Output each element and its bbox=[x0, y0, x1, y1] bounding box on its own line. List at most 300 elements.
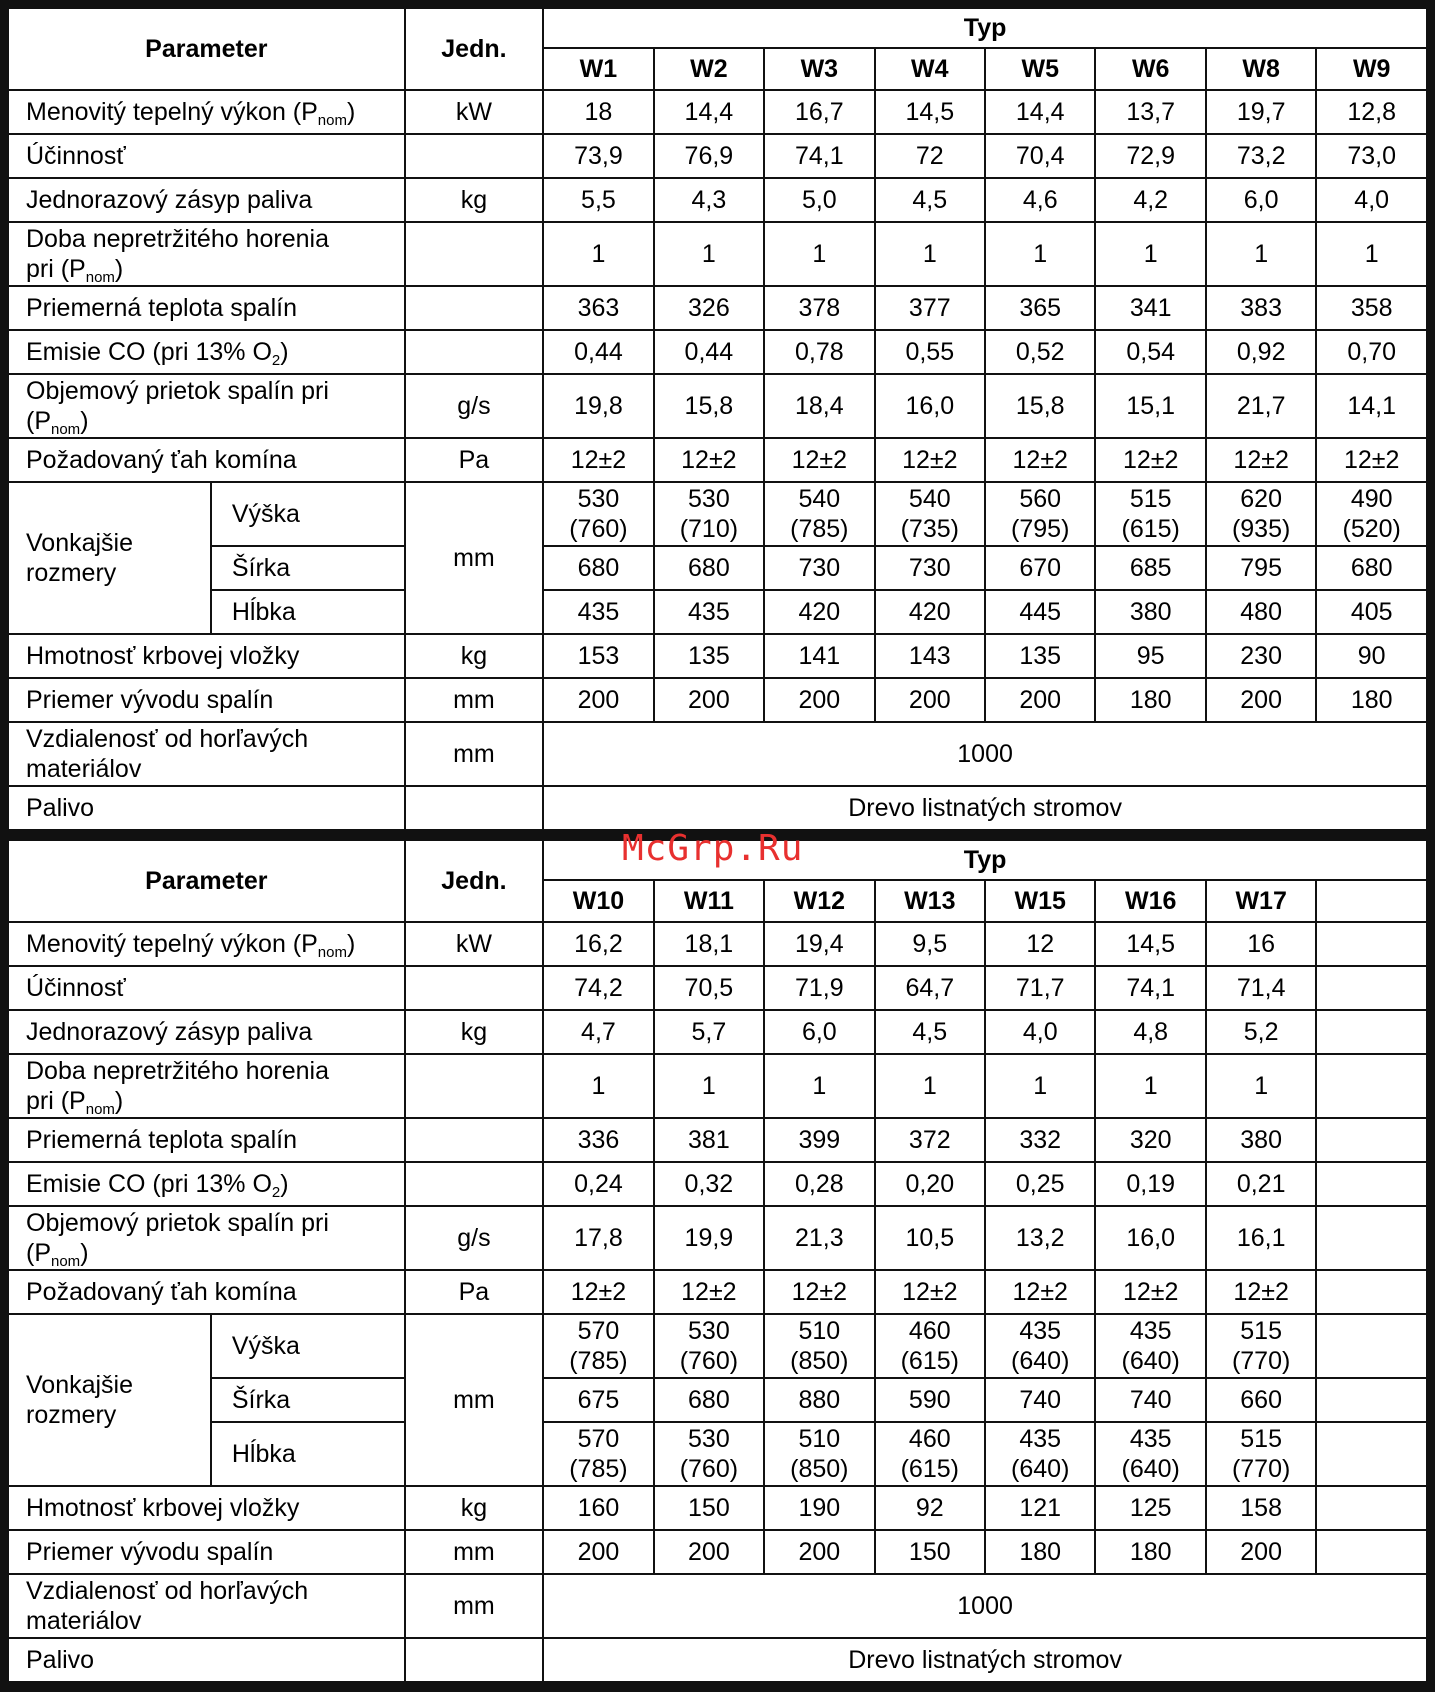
subscript: nom bbox=[317, 112, 347, 129]
value-cell: 12±2 bbox=[875, 438, 985, 482]
type-header-cell: W5 bbox=[985, 48, 1095, 90]
value-cell: 71,9 bbox=[764, 966, 874, 1010]
value-cell bbox=[1316, 1530, 1427, 1574]
value-cell: 18,4 bbox=[764, 374, 874, 438]
value-cell bbox=[1316, 1118, 1427, 1162]
value-cell: 200 bbox=[1206, 678, 1316, 722]
value-cell: 200 bbox=[543, 1530, 653, 1574]
subscript: nom bbox=[85, 269, 115, 286]
value-cell: 76,9 bbox=[654, 134, 764, 178]
value-cell: 380 bbox=[1206, 1118, 1316, 1162]
value-cell bbox=[1316, 1314, 1427, 1378]
value-cell: 1 bbox=[1206, 1054, 1316, 1118]
value-cell: 125 bbox=[1095, 1486, 1205, 1530]
value-cell bbox=[1316, 922, 1427, 966]
value-cell: 13,2 bbox=[985, 1206, 1095, 1270]
value-cell: 12±2 bbox=[985, 1270, 1095, 1314]
value-cell: 445 bbox=[985, 590, 1095, 634]
value-cell: 12±2 bbox=[875, 1270, 985, 1314]
value-cell: 570 (785) bbox=[543, 1314, 653, 1378]
value-cell: 200 bbox=[543, 678, 653, 722]
value-cell: 14,4 bbox=[654, 90, 764, 134]
text: Menovitý tepelný výkon (P bbox=[26, 98, 318, 126]
value-cell: 15,8 bbox=[985, 374, 1095, 438]
row-teplota bbox=[8, 286, 1427, 330]
value-cell bbox=[1316, 1486, 1427, 1530]
row-ucinnost bbox=[8, 134, 1427, 178]
value-cell: 73,9 bbox=[543, 134, 653, 178]
row-label bbox=[8, 1206, 405, 1270]
row-unit bbox=[405, 90, 544, 134]
value-cell: 0,44 bbox=[543, 330, 653, 374]
value-cell: 530 (760) bbox=[543, 482, 653, 546]
text: Jedn. bbox=[441, 35, 507, 63]
row-unit bbox=[405, 1530, 544, 1574]
row-unit bbox=[405, 922, 544, 966]
value-cell: 1 bbox=[1095, 1054, 1205, 1118]
value-cell bbox=[1316, 1010, 1427, 1054]
text: Typ bbox=[963, 846, 1007, 874]
row-label bbox=[8, 786, 405, 830]
value-cell: 19,8 bbox=[543, 374, 653, 438]
row-label bbox=[8, 374, 405, 438]
type-header-cell: W3 bbox=[764, 48, 874, 90]
text: Palivo bbox=[26, 794, 95, 822]
value-cell: 358 bbox=[1316, 286, 1427, 330]
row-palivo bbox=[8, 786, 1427, 830]
value-cell: 1 bbox=[985, 222, 1095, 286]
value-cell: 1 bbox=[764, 222, 874, 286]
type-header-cell: W11 bbox=[654, 880, 764, 922]
row-unit bbox=[405, 482, 544, 634]
value-cell: 4,2 bbox=[1095, 178, 1205, 222]
row-unit bbox=[405, 286, 544, 330]
value-cell: 515 (770) bbox=[1206, 1314, 1316, 1378]
value-cell: 12±2 bbox=[1316, 438, 1427, 482]
type-header-cell: W17 bbox=[1206, 880, 1316, 922]
value-cell: 16,0 bbox=[1095, 1206, 1205, 1270]
value-cell: 730 bbox=[764, 546, 874, 590]
row-unit bbox=[405, 722, 544, 786]
type-header-cell: W13 bbox=[875, 880, 985, 922]
row-zasyp bbox=[8, 178, 1427, 222]
row-unit bbox=[405, 134, 544, 178]
value-cell: 380 bbox=[1095, 590, 1205, 634]
text: Požadovaný ťah komína bbox=[26, 446, 297, 474]
text: Hmotnosť krbovej vložky bbox=[26, 642, 300, 670]
text: Šírka bbox=[231, 1386, 291, 1414]
text: ) bbox=[114, 1087, 124, 1115]
value-cell: 10,5 bbox=[875, 1206, 985, 1270]
row-hmotnost bbox=[8, 1486, 1427, 1530]
value-cell bbox=[1316, 1162, 1427, 1206]
text: Priemer vývodu spalín bbox=[26, 1538, 274, 1566]
text: mm bbox=[453, 740, 495, 768]
text: ) bbox=[114, 255, 124, 283]
text: Priemer vývodu spalín bbox=[26, 686, 274, 714]
text: Jednorazový zásyp paliva bbox=[26, 1018, 313, 1046]
value-cell: 64,7 bbox=[875, 966, 985, 1010]
value-cell: 381 bbox=[654, 1118, 764, 1162]
value-cell: 180 bbox=[1095, 678, 1205, 722]
value-cell: 200 bbox=[1206, 1530, 1316, 1574]
row-unit bbox=[405, 438, 544, 482]
value-cell: 670 bbox=[985, 546, 1095, 590]
type-header-cell: W16 bbox=[1095, 880, 1205, 922]
text: ) bbox=[80, 407, 89, 435]
header-unit bbox=[405, 8, 544, 90]
value-cell: 12±2 bbox=[654, 1270, 764, 1314]
value-cell: 399 bbox=[764, 1118, 874, 1162]
value-cell bbox=[1316, 1378, 1427, 1422]
value-cell: 515 (770) bbox=[1206, 1422, 1316, 1486]
row-label bbox=[8, 178, 405, 222]
text: Typ bbox=[963, 14, 1007, 42]
value-cell: 180 bbox=[985, 1530, 1095, 1574]
value-cell: 0,54 bbox=[1095, 330, 1205, 374]
value-cell: 15,1 bbox=[1095, 374, 1205, 438]
text: Parameter bbox=[145, 867, 268, 895]
value-cell: 16 bbox=[1206, 922, 1316, 966]
row-unit bbox=[405, 1054, 544, 1118]
header-parameter bbox=[8, 840, 405, 922]
type-header-cell: W6 bbox=[1095, 48, 1205, 90]
row-priemer bbox=[8, 678, 1427, 722]
subscript: nom bbox=[317, 944, 347, 961]
text: Menovitý tepelný výkon (P bbox=[26, 930, 318, 958]
value-cell: 0,32 bbox=[654, 1162, 764, 1206]
text: pri (P bbox=[26, 1087, 86, 1115]
value-cell: 19,7 bbox=[1206, 90, 1316, 134]
text: Objemový prietok spalín pri bbox=[26, 377, 329, 405]
value-cell: 0,78 bbox=[764, 330, 874, 374]
row-unit bbox=[405, 330, 544, 374]
row-label bbox=[8, 1162, 405, 1206]
value-cell: 1 bbox=[1316, 222, 1427, 286]
row-emisie bbox=[8, 1162, 1427, 1206]
row-unit bbox=[405, 1162, 544, 1206]
watermark: McGrp.Ru bbox=[622, 828, 804, 869]
value-cell: 490 (520) bbox=[1316, 482, 1427, 546]
row-label bbox=[8, 1314, 211, 1486]
value-cell: 320 bbox=[1095, 1118, 1205, 1162]
row-sirka bbox=[8, 1378, 1427, 1422]
text: Vonkajšie bbox=[26, 1371, 134, 1399]
text: Vzdialenosť od horľavých bbox=[26, 1577, 309, 1605]
row-vyska bbox=[8, 1314, 1427, 1378]
header-parameter bbox=[8, 8, 405, 90]
value-cell: 71,7 bbox=[985, 966, 1095, 1010]
value-cell: 1 bbox=[985, 1054, 1095, 1118]
value-cell: 72,9 bbox=[1095, 134, 1205, 178]
row-unit bbox=[405, 178, 544, 222]
value-cell: 200 bbox=[764, 1530, 874, 1574]
value-cell: 1 bbox=[1095, 222, 1205, 286]
value-cell: 12±2 bbox=[1206, 438, 1316, 482]
text: Požadovaný ťah komína bbox=[26, 1278, 297, 1306]
text: g/s bbox=[457, 1224, 491, 1252]
text: rozmery bbox=[26, 559, 117, 587]
value-cell: 21,3 bbox=[764, 1206, 874, 1270]
row-unit bbox=[405, 1638, 544, 1682]
text: mm bbox=[453, 544, 495, 572]
value-cell: 420 bbox=[764, 590, 874, 634]
text: Doba nepretržitého horenia bbox=[26, 225, 329, 253]
value-cell: 435 bbox=[543, 590, 653, 634]
value-cell: 150 bbox=[654, 1486, 764, 1530]
row-label bbox=[8, 1486, 405, 1530]
value-cell bbox=[1316, 1422, 1427, 1486]
value-cell: 19,9 bbox=[654, 1206, 764, 1270]
row-prietok bbox=[8, 374, 1427, 438]
value-cell: 1 bbox=[875, 222, 985, 286]
row-hlbka bbox=[8, 1422, 1427, 1486]
text: mm bbox=[453, 1592, 495, 1620]
row-zasyp bbox=[8, 1010, 1427, 1054]
value-cell: 16,7 bbox=[764, 90, 874, 134]
type-header-cell: W8 bbox=[1206, 48, 1316, 90]
row-label bbox=[8, 722, 405, 786]
value-cell: 158 bbox=[1206, 1486, 1316, 1530]
row-label bbox=[8, 1118, 405, 1162]
value-cell: 4,8 bbox=[1095, 1010, 1205, 1054]
value-cell: 12±2 bbox=[1095, 1270, 1205, 1314]
value-cell: 19,4 bbox=[764, 922, 874, 966]
text: rozmery bbox=[26, 1401, 117, 1429]
value-cell: 74,1 bbox=[1095, 966, 1205, 1010]
value-cell: 680 bbox=[543, 546, 653, 590]
value-cell: 4,6 bbox=[985, 178, 1095, 222]
value-cell: 435 (640) bbox=[1095, 1314, 1205, 1378]
value-cell: 200 bbox=[654, 1530, 764, 1574]
text: Vzdialenosť od horľavých bbox=[26, 725, 309, 753]
text: mm bbox=[453, 686, 495, 714]
value-cell: 200 bbox=[985, 678, 1095, 722]
type-header-cell: W12 bbox=[764, 880, 874, 922]
value-cell: 5,7 bbox=[654, 1010, 764, 1054]
value-cell: 15,8 bbox=[654, 374, 764, 438]
value-cell: 18,1 bbox=[654, 922, 764, 966]
value-cell: 160 bbox=[543, 1486, 653, 1530]
value-cell: 135 bbox=[985, 634, 1095, 678]
subscript: nom bbox=[51, 421, 81, 438]
value-cell: 14,1 bbox=[1316, 374, 1427, 438]
value-cell: 135 bbox=[654, 634, 764, 678]
value-cell: 18 bbox=[543, 90, 653, 134]
value-cell: 0,28 bbox=[764, 1162, 874, 1206]
row-label bbox=[8, 1574, 405, 1638]
value-cell: 12±2 bbox=[1095, 438, 1205, 482]
value-cell: 190 bbox=[764, 1486, 874, 1530]
value-cell: 510 (850) bbox=[764, 1422, 874, 1486]
value-cell: 365 bbox=[985, 286, 1095, 330]
type-header-cell: W9 bbox=[1316, 48, 1427, 90]
value-cell: 92 bbox=[875, 1486, 985, 1530]
row-label bbox=[8, 1638, 405, 1682]
value-cell: 435 (640) bbox=[985, 1422, 1095, 1486]
value-cell: 363 bbox=[543, 286, 653, 330]
value-cell: 0,70 bbox=[1316, 330, 1427, 374]
row-vzdialenost bbox=[8, 722, 1427, 786]
header-unit bbox=[405, 840, 544, 922]
value-cell: 16,2 bbox=[543, 922, 653, 966]
value-cell: 14,5 bbox=[875, 90, 985, 134]
value-cell: 141 bbox=[764, 634, 874, 678]
text: Jednorazový zásyp paliva bbox=[26, 186, 313, 214]
row-label bbox=[8, 966, 405, 1010]
row-label bbox=[8, 330, 405, 374]
row-unit bbox=[405, 634, 544, 678]
row-unit bbox=[405, 1270, 544, 1314]
value-cell: 730 bbox=[875, 546, 985, 590]
value-cell: 14,5 bbox=[1095, 922, 1205, 966]
value-cell: 4,5 bbox=[875, 1010, 985, 1054]
row-label bbox=[8, 678, 405, 722]
value-cell: 740 bbox=[985, 1378, 1095, 1422]
row-label bbox=[8, 1530, 405, 1574]
value-cell: 12±2 bbox=[654, 438, 764, 482]
row-label bbox=[8, 1054, 405, 1118]
sub-label bbox=[211, 1378, 405, 1422]
text: Výška bbox=[231, 1332, 300, 1360]
value-cell: 71,4 bbox=[1206, 966, 1316, 1010]
text: kW bbox=[455, 930, 492, 958]
value-cell: 6,0 bbox=[1206, 178, 1316, 222]
subscript: nom bbox=[51, 1253, 81, 1270]
value-cell: 1 bbox=[764, 1054, 874, 1118]
value-cell: 90 bbox=[1316, 634, 1427, 678]
text: Emisie CO (pri 13% O bbox=[26, 338, 272, 366]
value-cell: 72 bbox=[875, 134, 985, 178]
value-cell bbox=[1316, 1270, 1427, 1314]
value-cell: 675 bbox=[543, 1378, 653, 1422]
value-cell: 5,5 bbox=[543, 178, 653, 222]
value-cell: 405 bbox=[1316, 590, 1427, 634]
value-cell: 540 (735) bbox=[875, 482, 985, 546]
value-cell: 74,2 bbox=[543, 966, 653, 1010]
row-sirka bbox=[8, 546, 1427, 590]
value-cell: 660 bbox=[1206, 1378, 1316, 1422]
value-cell: 200 bbox=[875, 678, 985, 722]
value-cell: 4,5 bbox=[875, 178, 985, 222]
row-palivo bbox=[8, 1638, 1427, 1682]
value-cell: 515 (615) bbox=[1095, 482, 1205, 546]
text: Jedn. bbox=[441, 867, 507, 895]
row-unit bbox=[405, 1314, 544, 1486]
type-header-cell: W15 bbox=[985, 880, 1095, 922]
row-label bbox=[8, 922, 405, 966]
value-cell: 74,1 bbox=[764, 134, 874, 178]
value-cell: 420 bbox=[875, 590, 985, 634]
value-cell: 680 bbox=[654, 1378, 764, 1422]
row-label bbox=[8, 1270, 405, 1314]
value-cell: 0,55 bbox=[875, 330, 985, 374]
type-header-cell: W1 bbox=[543, 48, 653, 90]
value-cell bbox=[1316, 1206, 1427, 1270]
value-cell: 1 bbox=[875, 1054, 985, 1118]
sub-label bbox=[211, 1314, 405, 1378]
value-cell: 460 (615) bbox=[875, 1314, 985, 1378]
row-priemer bbox=[8, 1530, 1427, 1574]
value-cell: 1 bbox=[654, 222, 764, 286]
value-cell bbox=[1316, 966, 1427, 1010]
value-cell: 795 bbox=[1206, 546, 1316, 590]
sub-label bbox=[211, 546, 405, 590]
value-cell: 73,0 bbox=[1316, 134, 1427, 178]
text: ) bbox=[80, 1239, 89, 1267]
row-vzdialenost bbox=[8, 1574, 1427, 1638]
text: Doba nepretržitého horenia bbox=[26, 1057, 329, 1085]
type-header-cell: W4 bbox=[875, 48, 985, 90]
row-unit bbox=[405, 966, 544, 1010]
row-prietok bbox=[8, 1206, 1427, 1270]
value-cell: 73,2 bbox=[1206, 134, 1316, 178]
text: Parameter bbox=[145, 35, 268, 63]
row-label bbox=[8, 286, 405, 330]
row-label bbox=[8, 634, 405, 678]
merged-value-cell: Drevo listnatých stromov bbox=[543, 786, 1427, 830]
value-cell: 1 bbox=[1206, 222, 1316, 286]
value-cell: 620 (935) bbox=[1206, 482, 1316, 546]
text: mm bbox=[453, 1386, 495, 1414]
row-hmotnost bbox=[8, 634, 1427, 678]
type-header-cell: W10 bbox=[543, 880, 653, 922]
value-cell: 0,19 bbox=[1095, 1162, 1205, 1206]
value-cell: 0,25 bbox=[985, 1162, 1095, 1206]
value-cell: 590 bbox=[875, 1378, 985, 1422]
value-cell: 336 bbox=[543, 1118, 653, 1162]
row-unit bbox=[405, 222, 544, 286]
value-cell: 153 bbox=[543, 634, 653, 678]
text: Objemový prietok spalín pri bbox=[26, 1209, 329, 1237]
text: (P bbox=[26, 407, 51, 435]
value-cell: 9,5 bbox=[875, 922, 985, 966]
value-cell: 510 (850) bbox=[764, 1314, 874, 1378]
value-cell: 143 bbox=[875, 634, 985, 678]
text: Účinnosť bbox=[26, 142, 126, 170]
sub-label bbox=[211, 590, 405, 634]
value-cell: 480 bbox=[1206, 590, 1316, 634]
row-doba bbox=[8, 222, 1427, 286]
value-cell: 372 bbox=[875, 1118, 985, 1162]
value-cell: 0,20 bbox=[875, 1162, 985, 1206]
row-menovity bbox=[8, 90, 1427, 134]
value-cell: 435 (640) bbox=[1095, 1422, 1205, 1486]
value-cell: 70,4 bbox=[985, 134, 1095, 178]
spec-table-1 bbox=[7, 7, 1428, 831]
text: kg bbox=[460, 1018, 488, 1046]
value-cell: 200 bbox=[654, 678, 764, 722]
row-label bbox=[8, 134, 405, 178]
text: Pa bbox=[458, 1278, 490, 1306]
row-menovity bbox=[8, 922, 1427, 966]
value-cell: 13,7 bbox=[1095, 90, 1205, 134]
text: ) bbox=[346, 930, 356, 958]
value-cell: 685 bbox=[1095, 546, 1205, 590]
value-cell: 740 bbox=[1095, 1378, 1205, 1422]
value-cell: 1 bbox=[543, 1054, 653, 1118]
type-header-cell bbox=[1316, 880, 1427, 922]
row-label bbox=[8, 1010, 405, 1054]
subscript: 2 bbox=[271, 352, 281, 369]
value-cell: 1 bbox=[543, 222, 653, 286]
value-cell: 12±2 bbox=[985, 438, 1095, 482]
value-cell: 21,7 bbox=[1206, 374, 1316, 438]
subscript: nom bbox=[85, 1101, 115, 1118]
value-cell: 70,5 bbox=[654, 966, 764, 1010]
text: Vonkajšie bbox=[26, 529, 134, 557]
value-cell: 0,52 bbox=[985, 330, 1095, 374]
